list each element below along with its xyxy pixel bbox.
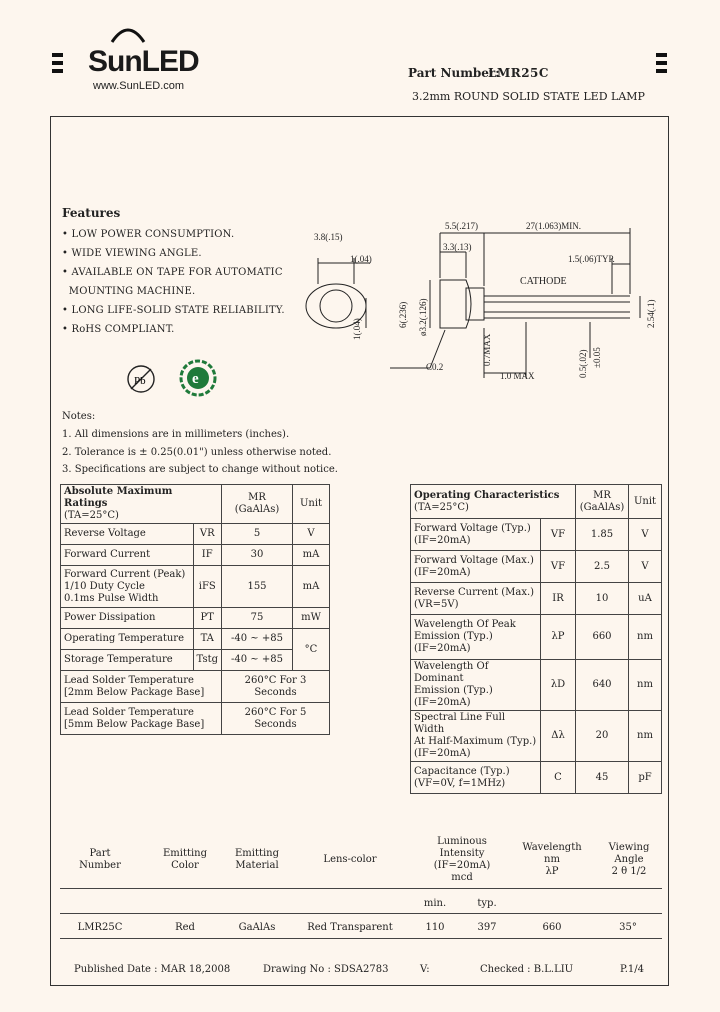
- sel-divider: [60, 938, 662, 939]
- features-title: Features: [62, 206, 121, 220]
- abs-col-mr: MR (GaAlAs): [222, 485, 293, 524]
- note-item: 3. Specifications are subject to change without notice.: [62, 464, 338, 475]
- abs-table-header: Absolute Maximum Ratings (TA=25°C): [61, 485, 222, 524]
- sel-header-part: Part Number: [79, 848, 121, 871]
- header-mark-right: [656, 61, 667, 65]
- front-view-lens: [320, 290, 352, 322]
- feature-item: MOUNTING MACHINE.: [62, 286, 196, 297]
- dim-label: 6(.236): [398, 301, 408, 328]
- table-row: Forward Current (Peak) 1/10 Duty Cycle 0.1ms Pulse Width iFS 155 mA: [61, 566, 330, 608]
- published-date: Published Date : MAR 18,2008: [74, 964, 231, 975]
- part-number-label: Part Number:: [408, 66, 500, 80]
- dim-label: 3.8(.15): [314, 232, 343, 242]
- sel-color: Red: [175, 922, 195, 933]
- sel-wavelength: 660: [542, 922, 562, 933]
- feature-item: • RoHS COMPLIANT.: [62, 324, 175, 335]
- checked-by: Checked : B.L.LIU: [480, 964, 574, 975]
- dim-label: 0.7MAX: [482, 333, 492, 366]
- page-number: P.1/4: [620, 964, 644, 975]
- sel-material: GaAlAs: [238, 922, 276, 933]
- pb-free-icon: [124, 362, 158, 396]
- sel-header-color: Emitting Color: [162, 848, 208, 871]
- sel-typ: 397: [477, 922, 497, 933]
- abs-col-unit: Unit: [293, 485, 330, 524]
- sel-header-luminous: Luminous Intensity (IF=20mA) mcd: [433, 836, 491, 883]
- led-dimension-drawing: [290, 218, 662, 388]
- sel-typ-label: typ.: [477, 898, 497, 909]
- version: V:: [420, 964, 430, 975]
- sel-header-viewing: Viewing Angle 2 θ 1/2: [608, 842, 650, 877]
- table-row: Lead Solder Temperature [2mm Below Package Base] 260°C For 3 Seconds: [61, 671, 330, 703]
- header-mark-left: [52, 69, 63, 73]
- header-mark-right: [656, 53, 667, 57]
- header-mark-left: [52, 53, 63, 57]
- pb-label: Pb: [134, 375, 146, 387]
- table-row: Power Dissipation PT 75 mW: [61, 608, 330, 629]
- dim-label: 5.5(.217): [445, 221, 478, 231]
- dim-label: 2.54(.1): [646, 299, 656, 328]
- dim-label: ±0.05: [592, 347, 602, 368]
- dim-label: 27(1.063)MIN.: [526, 221, 581, 231]
- sel-header-material: Emitting Material: [234, 848, 280, 871]
- product-subtitle: 3.2mm ROUND SOLID STATE LED LAMP: [412, 90, 645, 103]
- header-mark-right: [656, 69, 667, 73]
- dim-label: 1.5(.06)TYP.: [568, 254, 615, 264]
- dim-label: ø3.2(.126): [418, 298, 428, 336]
- feature-item: • AVAILABLE ON TAPE FOR AUTOMATIC: [62, 267, 283, 278]
- sel-min-label: min.: [423, 898, 447, 909]
- sun-arc-icon: [108, 22, 148, 44]
- sel-viewing: 35°: [619, 922, 637, 933]
- table-row: Forward Voltage (Typ.) (IF=20mA) VF 1.85 V: [411, 519, 662, 551]
- sel-part: LMR25C: [77, 922, 123, 933]
- table-row: Spectral Line Full Width At Half-Maximum (Typ.) (IF=20mA) Δλ 20 nm: [411, 711, 662, 762]
- cathode-label: CATHODE: [520, 276, 567, 287]
- op-table-header: Operating Characteristics (TA=25°C): [411, 485, 576, 519]
- note-item: 1. All dimensions are in millimeters (inches).: [62, 429, 290, 440]
- dim-label: 1(.04): [352, 318, 362, 340]
- drawing-number: Drawing No : SDSA2783: [263, 964, 389, 975]
- feature-item: • LONG LIFE-SOLID STATE RELIABILITY.: [62, 305, 285, 316]
- dim-label: 1(.04): [350, 254, 372, 264]
- table-row: Forward Voltage (Max.) (IF=20mA) VF 2.5 V: [411, 551, 662, 583]
- feature-item: • WIDE VIEWING ANGLE.: [62, 248, 202, 259]
- table-row: Reverse Current (Max.) (VR=5V) IR 10 uA: [411, 583, 662, 615]
- feature-item: • LOW POWER CONSUMPTION.: [62, 229, 235, 240]
- brand-logo: SunLED: [88, 45, 199, 78]
- rohs-e-icon: [178, 358, 218, 398]
- table-row: Wavelength Of Dominant Emission (Typ.) (IF=20mA) λD 640 nm: [411, 660, 662, 711]
- sel-lens: Red Transparent: [307, 922, 393, 933]
- e-label: e: [192, 371, 199, 387]
- table-row: Forward Current IF 30 mA: [61, 545, 330, 566]
- dim-label: 1.0 MAX: [500, 371, 535, 381]
- notes-title: Notes:: [62, 411, 96, 422]
- table-row: Capacitance (Typ.) (VF=0V, f=1MHz) C 45 pF: [411, 762, 662, 794]
- dim-label: 0.5(.02): [578, 349, 588, 378]
- table-row: Storage Temperature Tstg -40 ~ +85: [61, 650, 330, 671]
- dim-label: 3.3(.13): [443, 242, 472, 252]
- website-link[interactable]: www.SunLED.com: [93, 80, 185, 92]
- table-row: Wavelength Of Peak Emission (Typ.) (IF=20mA) λP 660 nm: [411, 615, 662, 660]
- abs-max-ratings-table: [60, 484, 330, 735]
- op-col-mr: MR (GaAlAs): [576, 485, 629, 519]
- table-row: Lead Solder Temperature [5mm Below Package Base] 260°C For 5 Seconds: [61, 703, 330, 735]
- sel-divider: [60, 888, 662, 889]
- table-row: Reverse Voltage VR 5 V: [61, 524, 330, 545]
- sel-min: 110: [425, 922, 445, 933]
- table-row: Operating Temperature TA -40 ~ +85 °C: [61, 629, 330, 650]
- sel-divider: [60, 913, 662, 914]
- dim-label: C0.2: [426, 362, 444, 372]
- part-number-value: LMR25C: [488, 66, 549, 80]
- sel-header-lens: Lens-color: [323, 854, 377, 865]
- operating-characteristics-table: [410, 484, 662, 794]
- header-mark-left: [52, 61, 63, 65]
- sel-header-wavelength: Wavelength nm λP: [522, 842, 582, 877]
- op-col-unit: Unit: [629, 485, 662, 519]
- note-item: 2. Tolerance is ± 0.25(0.01") unless otherwise noted.: [62, 447, 332, 458]
